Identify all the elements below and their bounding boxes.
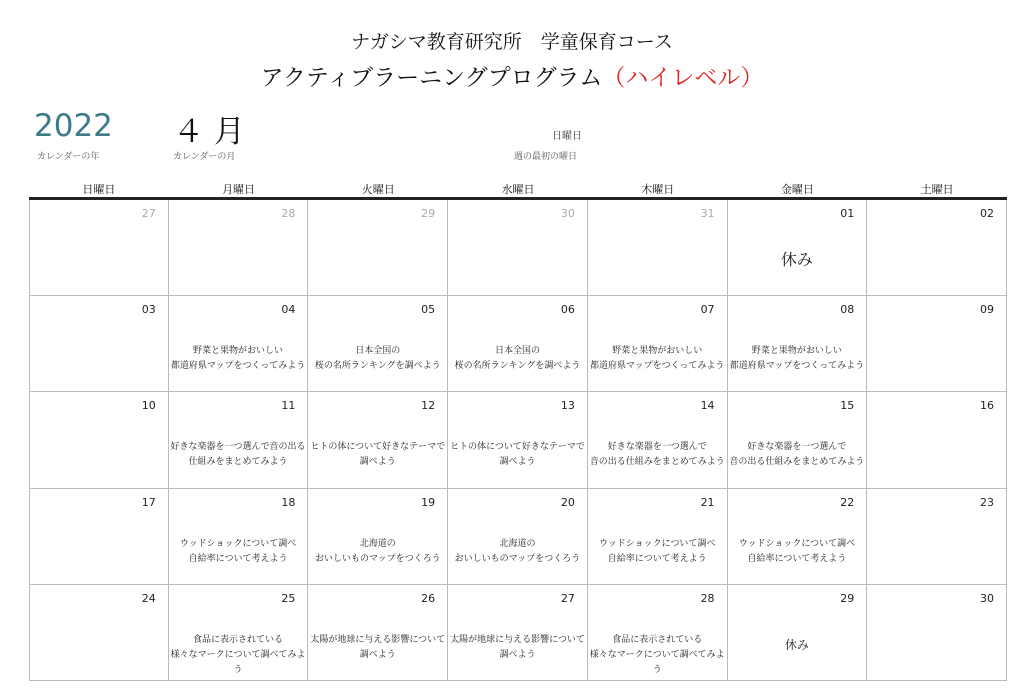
day-number: 16: [979, 399, 994, 413]
day-activity: 野菜と果物がおいしい 都道府県マップをつくってみよう: [170, 346, 306, 372]
header-title-line1: ナガシマ教育研究所 学童保育コース: [351, 31, 673, 53]
calendar-day-cell[interactable]: [728, 296, 868, 392]
day-number: 23: [979, 495, 994, 509]
day-number: 27: [141, 207, 156, 220]
calendar-day-cell[interactable]: [867, 392, 1007, 488]
day-number: 30: [560, 207, 575, 220]
day-activity: ウッドショックについて調べ 自給率について考えよう: [179, 538, 297, 564]
day-number: 12: [421, 399, 436, 413]
program-level: （ハイレベル）: [602, 65, 764, 91]
program-name: アクティブラーニングプログラム: [260, 65, 603, 91]
calendar-year-caption: カレンダーの年: [37, 152, 100, 162]
day-number: 09: [979, 303, 994, 317]
day-number: 28: [700, 591, 715, 605]
day-number: 06: [560, 303, 575, 317]
day-number: 08: [840, 303, 855, 317]
calendar-day-cell[interactable]: [448, 200, 588, 296]
day-number: 13: [560, 399, 575, 413]
calendar-day-cell[interactable]: [169, 296, 309, 392]
day-number: 28: [281, 207, 296, 220]
day-number: 27: [560, 591, 575, 605]
calendar-day-cell[interactable]: [29, 489, 169, 585]
calendar-day-cell[interactable]: [308, 392, 448, 488]
day-number: 20: [560, 495, 575, 509]
day-activity: 好きな楽器を一つ選んで 音の出る仕組みをまとめてみよう: [729, 442, 865, 468]
calendar-day-cell[interactable]: [728, 392, 868, 488]
day-number: 22: [840, 495, 855, 509]
day-number: 26: [421, 591, 436, 605]
calendar-year-value[interactable]: 2022: [34, 108, 113, 144]
header-title-line2: [0, 59, 1024, 92]
day-number: 03: [141, 303, 156, 317]
calendar-day-cell[interactable]: [588, 296, 728, 392]
day-activity: 好きな楽器を一つ選んで音の出る 仕組みをまとめてみよう: [170, 442, 306, 468]
day-number: 31: [700, 207, 715, 220]
day-activity: 食品に表示されている 様々なマークについて調べてみよう: [589, 634, 725, 675]
day-activity: 太陽が地球に与える影響について 調べよう: [310, 634, 446, 660]
day-activity: 日本全国の 桜の名所ランキングを調べよう: [454, 346, 581, 372]
day-activity: 野菜と果物がおいしい 都道府県マップをつくってみよう: [589, 346, 725, 372]
calendar-day-cell[interactable]: [29, 200, 169, 296]
day-number: 14: [700, 399, 715, 413]
calendar-month-value[interactable]: ４ 月: [173, 114, 245, 150]
day-activity: 野菜と果物がおいしい 都道府県マップをつくってみよう: [729, 346, 865, 372]
calendar-day-cell[interactable]: [588, 392, 728, 488]
day-number: 30: [979, 591, 994, 605]
weekday-header: [29, 181, 1007, 197]
day-activity: ヒトの体について好きなテーマで 調べよう: [450, 442, 585, 468]
calendar-day-cell[interactable]: [308, 585, 448, 681]
day-number: 07: [700, 303, 715, 317]
calendar-day-cell[interactable]: [588, 585, 728, 681]
day-activity: ヒトの体について好きなテーマで 調べよう: [310, 442, 446, 468]
week-start-caption: 週の最初の曜日: [514, 152, 578, 162]
calendar-day-cell[interactable]: [29, 296, 169, 392]
calendar-day-cell[interactable]: [867, 296, 1007, 392]
day-activity: 休み: [780, 250, 813, 269]
day-activity: 北海道の おいしいものマップをつくろう: [454, 538, 581, 564]
calendar-day-cell[interactable]: [728, 200, 868, 296]
weekday-sunday: 日曜日: [82, 183, 116, 196]
calendar-grid: [29, 197, 1007, 681]
day-number: 11: [281, 399, 296, 413]
day-activity: 北海道の おいしいものマップをつくろう: [314, 538, 441, 564]
calendar-day-cell[interactable]: [867, 489, 1007, 585]
weekday-monday: 月曜日: [222, 183, 256, 196]
day-number: 02: [979, 207, 994, 220]
day-number: 24: [141, 591, 156, 605]
calendar-day-cell[interactable]: [728, 489, 868, 585]
calendar-month-caption: カレンダーの月: [173, 152, 236, 162]
day-number: 15: [840, 399, 855, 413]
calendar-day-cell[interactable]: [867, 200, 1007, 296]
day-number: 25: [281, 591, 296, 605]
day-number: 10: [141, 399, 156, 413]
calendar-day-cell[interactable]: [29, 392, 169, 488]
day-activity: 日本全国の 桜の名所ランキングを調べよう: [314, 346, 441, 372]
calendar-day-cell[interactable]: [29, 585, 169, 681]
weekday-tuesday: 火曜日: [361, 183, 395, 196]
calendar-day-cell[interactable]: [588, 200, 728, 296]
day-number: 18: [281, 495, 296, 509]
weekday-thursday: 木曜日: [641, 183, 675, 196]
weekday-friday: 金曜日: [780, 183, 814, 196]
calendar-day-cell[interactable]: [308, 489, 448, 585]
weekday-wednesday: 水曜日: [501, 183, 535, 196]
calendar-day-cell[interactable]: [448, 585, 588, 681]
day-number: 05: [421, 303, 436, 317]
calendar-day-cell[interactable]: [728, 585, 868, 681]
day-activity: 食品に表示されている 様々なマークについて調べてみよう: [170, 634, 306, 675]
calendar-day-cell[interactable]: [169, 392, 309, 488]
day-activity: ウッドショックについて調べ 自給率について考えよう: [738, 538, 856, 564]
calendar-day-cell[interactable]: [308, 200, 448, 296]
calendar-day-cell[interactable]: [308, 296, 448, 392]
calendar-day-cell[interactable]: [448, 489, 588, 585]
day-number: 19: [421, 495, 436, 509]
calendar-day-cell[interactable]: [448, 296, 588, 392]
day-number: 17: [141, 495, 156, 509]
week-start-value[interactable]: 日曜日: [552, 131, 582, 142]
day-activity: 太陽が地球に与える影響について 調べよう: [450, 634, 585, 660]
day-number: 01: [840, 207, 855, 220]
calendar-day-cell[interactable]: [867, 585, 1007, 681]
calendar-day-cell[interactable]: [169, 200, 309, 296]
calendar-day-cell[interactable]: [169, 489, 309, 585]
day-number: 29: [421, 207, 436, 220]
calendar-day-cell[interactable]: [588, 489, 728, 585]
calendar-day-cell[interactable]: [448, 392, 588, 488]
weekday-saturday: 土曜日: [920, 183, 954, 196]
day-activity: 好きな楽器を一つ選んで 音の出る仕組みをまとめてみよう: [589, 442, 725, 468]
day-number: 04: [281, 303, 296, 317]
day-activity: ウッドショックについて調べ 自給率について考えよう: [598, 538, 716, 564]
day-activity: 休み: [784, 637, 809, 652]
day-number: 21: [700, 495, 715, 509]
day-number: 29: [840, 591, 855, 605]
calendar-day-cell[interactable]: [169, 585, 309, 681]
